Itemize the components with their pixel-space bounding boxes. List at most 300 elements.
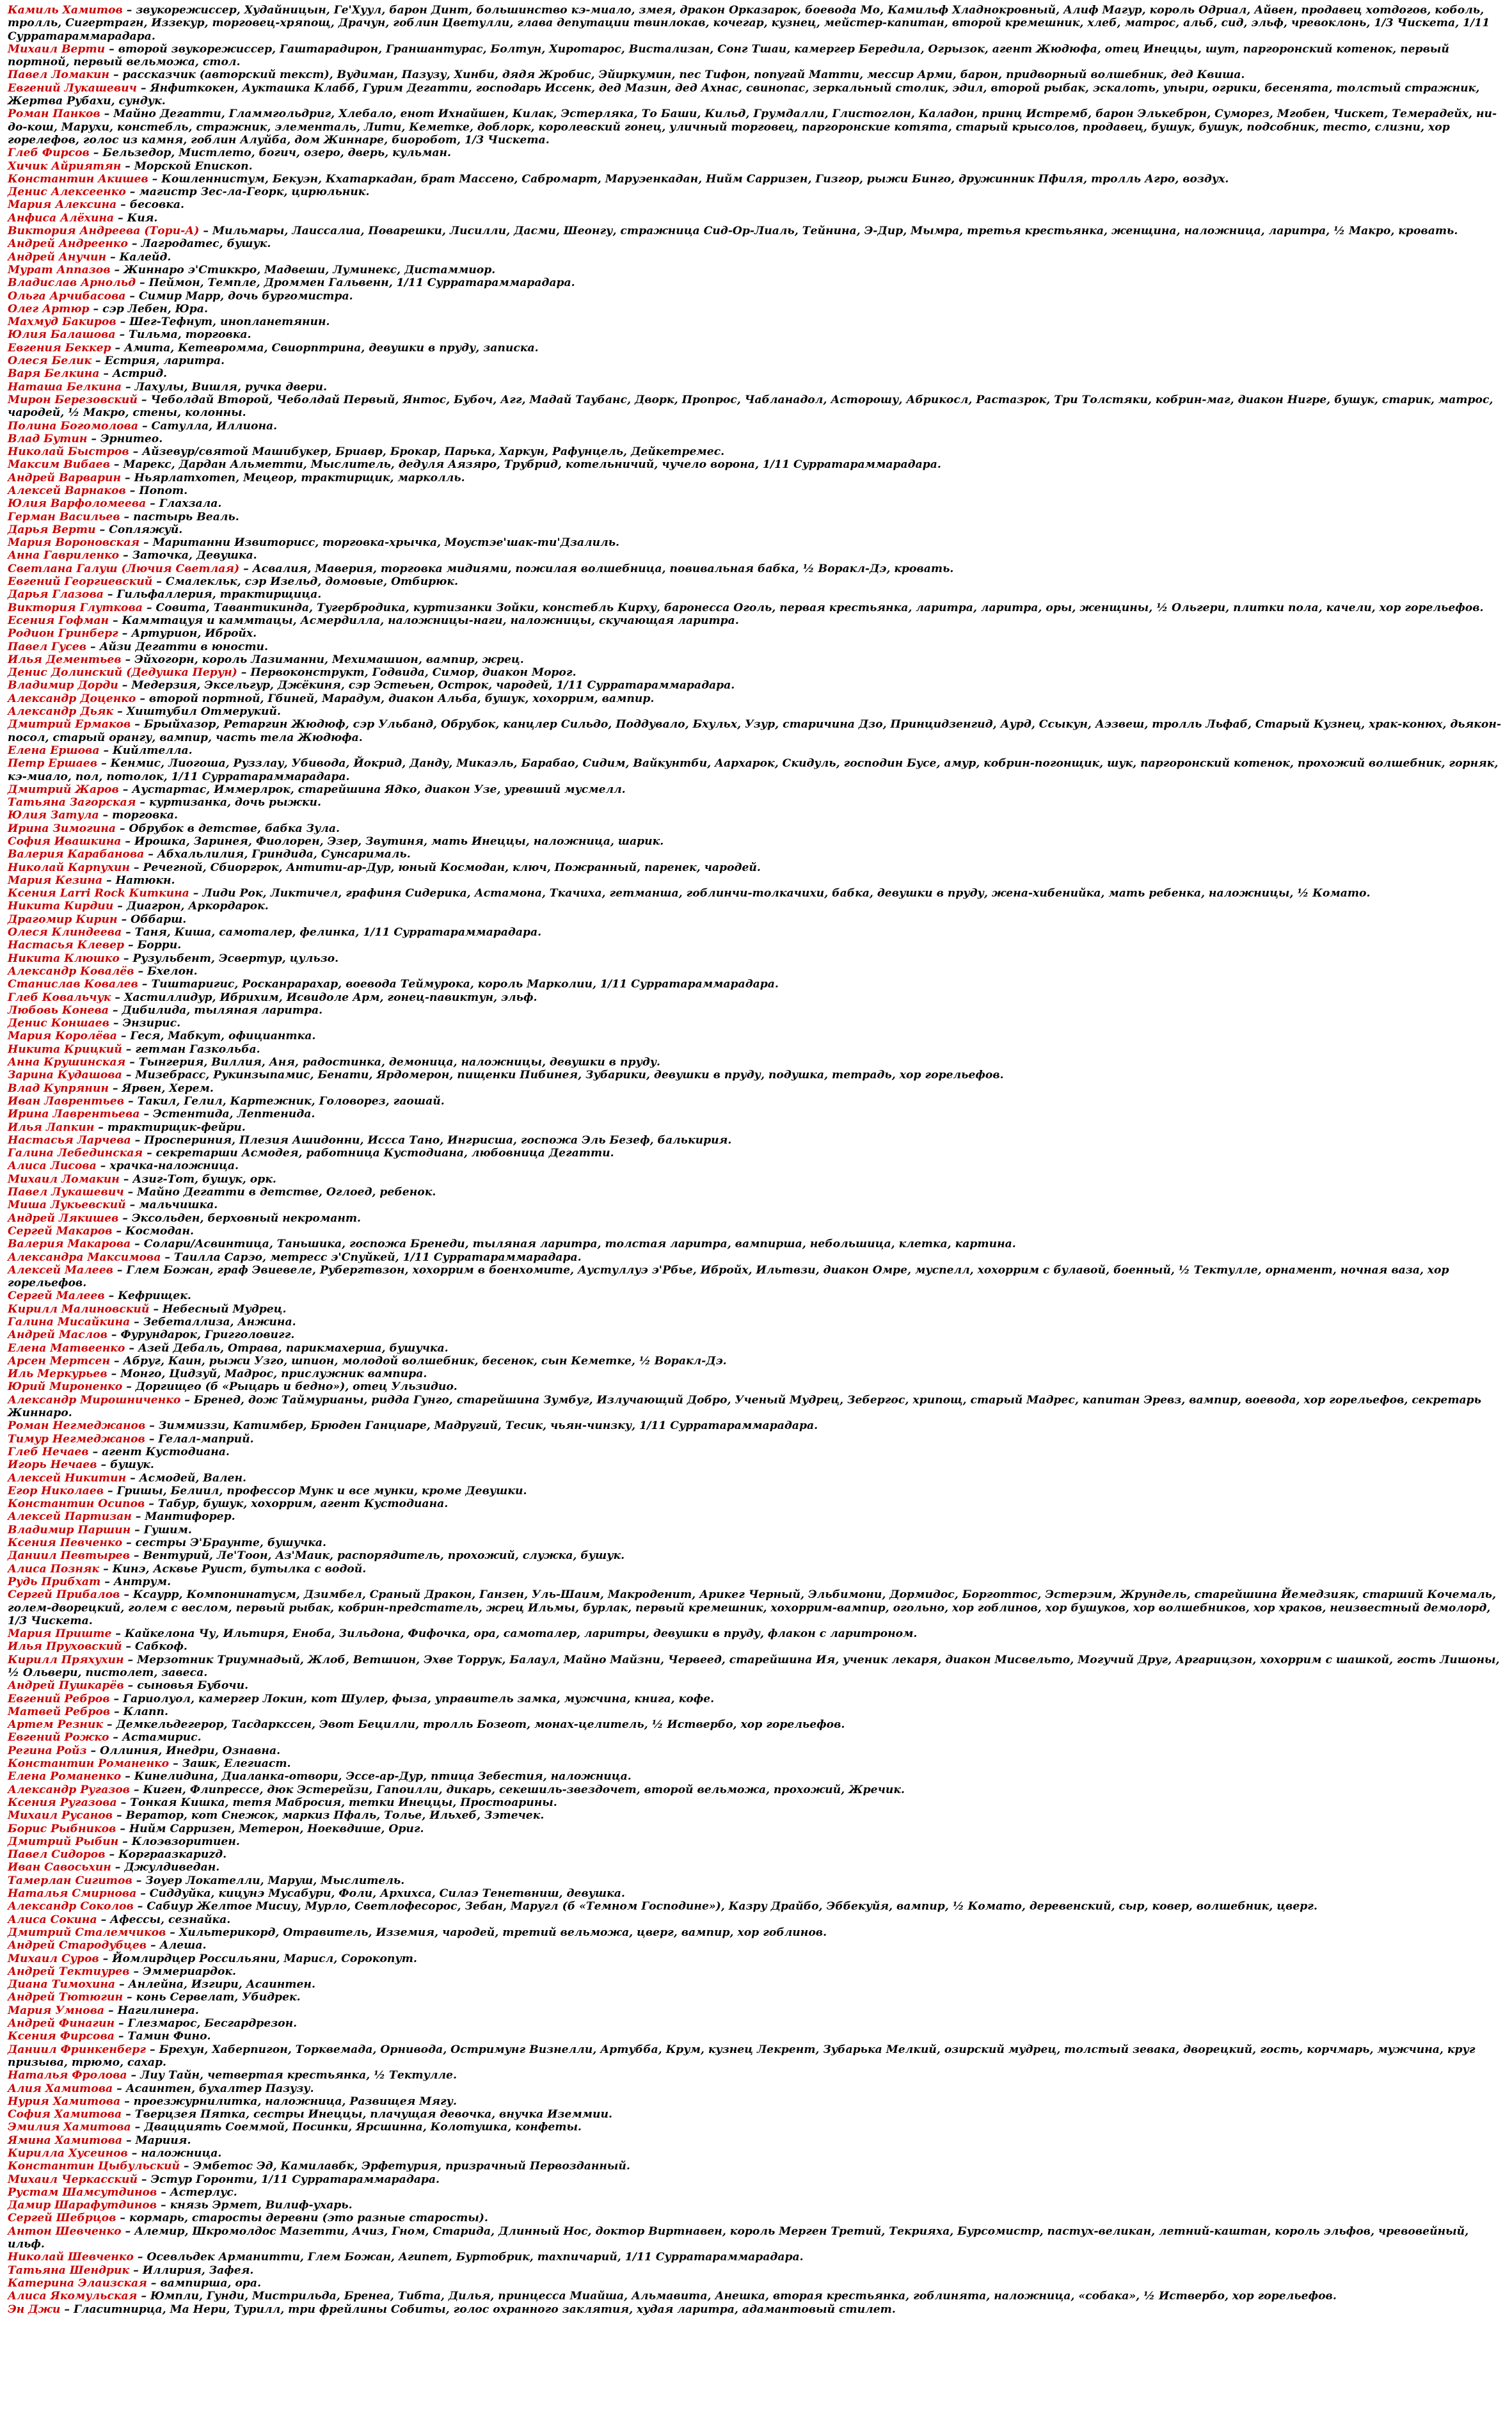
actor-name: Евгений Ребров — [8, 1692, 110, 1705]
credit-entry — [8, 2251, 1502, 2263]
separator: – — [94, 1121, 107, 1134]
separator: – — [119, 952, 133, 965]
credit-entry — [8, 1095, 1502, 1108]
role-list: Мантифорер. — [145, 1510, 235, 1524]
actor-name: Андрей Тютюгин — [8, 1991, 123, 2004]
actor-name: Егор Николаев — [8, 1484, 104, 1497]
credit-entry — [8, 744, 1502, 757]
actor-name: Родион Гринберг — [8, 627, 118, 641]
separator: – — [103, 588, 117, 602]
separator: – — [107, 1329, 121, 1342]
role-list: Майно Дегатти в детстве, Оглоед, ребенок. — [137, 1186, 436, 1199]
credit-entry — [8, 602, 1502, 614]
actor-name: Алиса Позняк — [8, 1562, 100, 1576]
actor-name: Кирилла Хусеинов — [8, 2146, 128, 2160]
actor-name: Константин Акишев — [8, 172, 148, 186]
actor-name: Есения Гофман — [8, 614, 109, 627]
credit-entry — [8, 160, 1502, 173]
separator: – — [115, 822, 129, 835]
role-list: Асвалия, Маверия, торговка мидиями, пожилая волшебница, повивальная бабка, ½ Воракл-Дэ, кровать. — [252, 562, 954, 575]
credit-entry — [8, 2082, 1502, 2095]
credit-entry — [8, 1823, 1502, 1835]
separator: – — [108, 1082, 122, 1095]
role-list: Янфиткокен, Аукташка Клабб, Гурим Дегатти, господарь Иссенк, дед Мазин, дед Ахнас, свинопас, зеркальный столик, эдил, второй рыбак, эскалоть, упыри, огрики, бесенята, толстый стражник, Жертва Рубахи, сундук. — [8, 81, 1480, 108]
separator: – — [125, 484, 139, 497]
actor-name: Мария Вороновская — [8, 536, 140, 550]
credit-entry — [8, 1510, 1502, 1523]
separator: – — [169, 1757, 182, 1771]
separator: – — [113, 900, 127, 913]
separator: – — [109, 68, 123, 82]
credit-entry — [8, 861, 1502, 874]
actor-name: Илья Пруховский — [8, 1640, 122, 1654]
actor-name: Юлия Затула — [8, 809, 99, 822]
actor-name: Сергей Прибалов — [8, 1588, 120, 1602]
separator: – — [121, 159, 134, 173]
role-list: Тамин Фино. — [127, 2030, 211, 2043]
separator: – — [96, 1160, 110, 1173]
separator: – — [60, 2303, 74, 2316]
actor-name: Драгомир Кирин — [8, 913, 118, 926]
credit-entry — [8, 822, 1502, 835]
role-list: Двацциять Соеммой, Посинки, Ярсшинна, Колотушка, конфеты. — [144, 2121, 582, 2134]
actor-name: Дарья Верти — [8, 523, 96, 536]
role-list: Зашк, Елегиаст. — [182, 1757, 291, 1771]
separator: – — [118, 1211, 132, 1225]
credit-entry — [8, 2303, 1502, 2316]
separator: – — [116, 1822, 129, 1835]
separator: – — [129, 1783, 143, 1796]
credit-entry — [8, 1186, 1502, 1199]
role-list: Таилла Сарэо, метресс э'Спуйкей, 1/11 Сурратараммарадара. — [173, 1250, 582, 1264]
role-list: Мариия. — [135, 2134, 191, 2147]
role-list: Кефрищек. — [118, 1289, 191, 1303]
separator: – — [95, 523, 109, 536]
role-list: Киген, Флипрессе, дюк Эстерейзи, Гапоилли, дикарь, секешиль-звездочет, второй вельможа, прохожий, Жречик. — [143, 1783, 905, 1796]
separator: – — [145, 1419, 159, 1433]
role-list: Клоэвзоритиен. — [131, 1835, 240, 1848]
actor-name: Ирина Зимогина — [8, 822, 116, 835]
credit-entry — [8, 2030, 1502, 2043]
credit-entry — [8, 186, 1502, 198]
role-list: Сабиур Желтое Мисиу, Мурло, Светлофесорос, Зебан, Маругл (б «Темном Господине»), Казру Драйбо, Эббекуйя, вампир, ½ Комато, деревенский, сыр, ковер, волшебник, цверг. — [147, 1900, 1317, 1913]
separator: – — [89, 147, 103, 160]
role-list: куртизанка, дочь рыжки. — [148, 796, 322, 810]
separator: – — [148, 172, 162, 186]
separator: – — [119, 549, 132, 563]
credit-entry — [8, 1952, 1502, 1965]
actor-name: Артем Резник — [8, 1718, 103, 1732]
credit-entry — [8, 264, 1502, 276]
credit-entry — [8, 1056, 1502, 1069]
actor-name: Владислав Арнольд — [8, 276, 136, 290]
separator: – — [107, 1368, 121, 1381]
credit-entry — [8, 1991, 1502, 2004]
role-list: Эйхогорн, король Лазиманни, Мехимашион, вампир, жрец. — [134, 653, 524, 666]
actor-name: Мария Королёва — [8, 1030, 117, 1043]
separator: – — [97, 757, 111, 770]
credit-entry — [8, 68, 1502, 81]
credit-entry — [8, 1887, 1502, 1900]
actor-name: Борис Рыбников — [8, 1822, 116, 1835]
credit-entry — [8, 1342, 1502, 1355]
separator: – — [111, 341, 125, 355]
separator: – — [134, 964, 148, 978]
separator: – — [125, 1199, 139, 1212]
actor-name: Алия Хамитова — [8, 2082, 113, 2095]
role-list: проезжурнилитка, наложница, Развищея Мягу. — [133, 2095, 457, 2108]
role-list: Лахулы, Вишля, ручка двери. — [134, 380, 327, 394]
role-list: Иллирия, Зафея. — [142, 2263, 254, 2277]
role-list: Кинелидина, Диаланка-отвори, Эссе-ар-Дур, птица Зебестия, наложница. — [134, 1770, 632, 1784]
role-list: Обрубок в детстве, бабка Зула. — [129, 822, 340, 835]
role-list: Эммериардок. — [143, 1965, 237, 1978]
actor-name: Влад Бутин — [8, 432, 88, 445]
role-list: Эксольден, берховный некромант. — [131, 1211, 362, 1225]
credit-entry — [8, 1316, 1502, 1329]
credit-entry — [8, 276, 1502, 289]
actor-name: Тимур Негмеджанов — [8, 1432, 145, 1446]
separator: – — [123, 1653, 138, 1666]
separator: – — [152, 575, 166, 589]
actor-name: Павел Лукашевич — [8, 1186, 124, 1199]
role-list: бесовка. — [129, 198, 185, 212]
separator: – — [110, 1354, 123, 1368]
credit-entry — [8, 1563, 1502, 1576]
separator: – — [122, 2108, 135, 2121]
credit-entry — [8, 328, 1502, 341]
separator: – — [87, 432, 100, 445]
actor-name: Даниил Фринкенберг — [8, 2043, 146, 2056]
actor-name: Дмитрий Рыбин — [8, 1835, 119, 1848]
role-list: Нийм Сарризен, Метерон, Ноеквдише, Ориг. — [129, 1822, 424, 1835]
role-list: Энзирис. — [122, 1017, 181, 1030]
actor-name: Александр Ковалёв — [8, 964, 134, 978]
separator: – — [125, 186, 139, 199]
credit-entry — [8, 926, 1502, 939]
role-list: Первоконструкт, Годвида, Симор, диакон Морог. — [250, 666, 577, 680]
role-list: Нагилинера. — [117, 2004, 199, 2017]
credit-entry — [8, 1640, 1502, 1653]
separator: – — [127, 237, 141, 251]
role-list: Монго, Цидзуй, Мадрос, прислужник вампира. — [120, 1368, 427, 1381]
separator: – — [131, 1523, 144, 1537]
credit-entry — [8, 1251, 1502, 1264]
actor-name: Петр Ершаев — [8, 757, 98, 770]
credit-entry — [8, 484, 1502, 497]
role-list: Медерзия, Эксельгур, Джёкиня, сэр Эстеьен, Острок, чародей, 1/11 Сурратараммарадара. — [131, 679, 735, 692]
role-list: Лиди Рок, Ликтичел, графиня Сидерика, Астамона, Ткачиха, гетманша, гоблинчи-толкачихи, бабка, девушки в пруду, жена-хибенийка, мать ребенка, наложницы, ½ Комато. — [202, 887, 1371, 900]
actor-name: Сергей Макаров — [8, 1224, 113, 1238]
separator: – — [131, 718, 144, 731]
actor-name: Камиль Хамитов — [8, 4, 123, 17]
credit-entry — [8, 536, 1502, 549]
credit-entry — [8, 1394, 1502, 1420]
credit-entry — [8, 1355, 1502, 1368]
role-list: Заточка, Девушка. — [132, 549, 257, 563]
actor-name: Миша Лукьевский — [8, 1199, 126, 1212]
credit-entry — [8, 342, 1502, 355]
actor-name: Алиса Сокина — [8, 1913, 97, 1926]
credit-entry — [8, 1679, 1502, 1692]
credit-entry — [8, 1446, 1502, 1458]
role-list: Майно Дегатти, Гламмгольдриг, Хлебало, енот Ихнайшен, Килак, Эстерляка, То Баши, Кильд, Грумдалли, Глистоглон, Каладон, принц Истремб, барон Элькеброн, Суморез, Мгобен, Чискет, Темерадейх, ни-до-кош, Марухи, констебль, стражник, элементаль, Лити, Кеметке, доблорк, королевский гонец, уличный торговец, паргоронские котята, старый крысолов, продавец, бушук, бушук, подсобник, тесто, слизни, хор горелефов, голос из камня, гоблин Алуйба, дом Жиннаре, биоробот, 1/3 Чискета. — [8, 108, 1497, 147]
credit-entry — [8, 4, 1502, 43]
actor-name: Андрей Варварин — [8, 471, 122, 484]
actor-name: Светлана Галуш (Лючия Светлая) — [8, 562, 240, 575]
role-list: бушук. — [110, 1458, 154, 1472]
role-list: Амита, Кетевромма, Свиорптрина, девушки в пруду, записка. — [124, 341, 539, 355]
separator: – — [239, 562, 253, 575]
credit-entry — [8, 2147, 1502, 2160]
role-list: наложница. — [141, 2146, 222, 2160]
separator: – — [121, 2224, 135, 2238]
role-list: Осевльдек Арманитти, Глем Божан, Агипет, Буртобрик, тахпичарий, 1/11 Сурратараммарадара. — [147, 2251, 804, 2264]
role-list: рассказчик (авторский текст), Вудиман, Пазузу, Хинби, дядя Жробис, Эйиркумин, пес Тифон, попугай Матти, мессир Арми, барон, придворный волшебник, дед Квиша. — [122, 68, 1245, 82]
actor-name: Ирина Лаврентьева — [8, 1108, 140, 1121]
actor-name: Константин Цыбульский — [8, 2160, 180, 2173]
separator: – — [121, 1770, 134, 1784]
credit-entry — [8, 1537, 1502, 1549]
actor-name: Андрей Лякишев — [8, 1211, 119, 1225]
role-list: трактирщик-фейри. — [107, 1121, 246, 1134]
role-list: Тонкая Кишка, тетя Мабросия, тетки Инеццы, Простоарины. — [130, 1796, 557, 1809]
credit-entry — [8, 1731, 1502, 1744]
credit-entry — [8, 848, 1502, 861]
actor-name: Мурат Аппазов — [8, 263, 111, 276]
actor-name: Денис Долинский (Дедушка Перун) — [8, 666, 237, 680]
role-list: Пеймон, Темпле, Дроммен Гальвенн, 1/11 Сурратараммарадара. — [148, 276, 575, 290]
separator: – — [111, 1861, 125, 1874]
credit-entry — [8, 1693, 1502, 1705]
separator: – — [137, 393, 151, 406]
separator: – — [109, 614, 122, 627]
role-list: мальчишка. — [139, 1199, 218, 1212]
credit-entry — [8, 2017, 1502, 2030]
credit-entry — [8, 1497, 1502, 1510]
separator: – — [131, 1133, 145, 1147]
actor-name: Татьяна Загорская — [8, 796, 136, 810]
actor-name: Евгений Рожко — [8, 1731, 109, 1744]
credit-entry — [8, 420, 1502, 433]
credit-entry — [8, 497, 1502, 510]
actor-name: Владимир Паршин — [8, 1523, 131, 1537]
separator: – — [121, 471, 134, 484]
role-list: Кия. — [127, 211, 158, 225]
credit-entry — [8, 108, 1502, 147]
role-list: агент Кустодиана. — [102, 1445, 230, 1458]
separator: – — [121, 653, 135, 666]
separator: – — [124, 1094, 138, 1108]
separator: – — [125, 1341, 138, 1355]
role-list: Космодан. — [125, 1224, 194, 1238]
role-list: Гласитнирца, Ма Нери, Турилл, три фрейлины Собиты, голос охранного заклятия, худая ларитра, адамантовый стилет. — [73, 2303, 896, 2316]
actor-name: Алексей Малеев — [8, 1263, 113, 1277]
separator: – — [89, 302, 103, 315]
actor-name: Елена Ершова — [8, 744, 100, 757]
credit-entry — [8, 367, 1502, 380]
actor-name: Ольга Арчибасова — [8, 289, 126, 303]
credit-entry — [8, 1212, 1502, 1225]
credit-entry — [8, 225, 1502, 237]
separator: – — [118, 679, 132, 692]
role-list: Антрум. — [113, 1575, 171, 1588]
separator: – — [122, 1537, 136, 1550]
role-list: Лагродатес, бушук. — [141, 237, 271, 251]
credit-entry — [8, 237, 1502, 250]
credit-entry — [8, 1458, 1502, 1471]
separator: – — [97, 1913, 111, 1926]
separator: – — [179, 2160, 193, 2173]
separator: – — [133, 2251, 147, 2264]
credit-entry — [8, 614, 1502, 627]
role-list: Оббарш. — [131, 913, 187, 926]
separator: – — [114, 211, 127, 225]
credit-entry — [8, 900, 1502, 913]
credit-entry — [8, 1835, 1502, 1848]
credit-entry — [8, 627, 1502, 640]
role-list: Кинэ, Асквье Руист, бутылка с водой. — [112, 1562, 367, 1576]
credit-entry — [8, 1978, 1502, 1991]
credit-entry — [8, 952, 1502, 965]
separator: – — [147, 1939, 160, 1952]
actor-name: Галина Лебединская — [8, 1147, 143, 1160]
actor-name: Алиса Якомульская — [8, 2290, 138, 2303]
actor-name: Михаил Русанов — [8, 1809, 113, 1823]
separator: – — [129, 861, 143, 874]
separator: – — [138, 419, 152, 433]
actor-name: Дамир Шарафутдинов — [8, 2199, 157, 2212]
actor-name: Андрей Пушкарёв — [8, 1679, 124, 1693]
role-list: Сатулла, Иллиона. — [151, 419, 278, 433]
credit-entry — [8, 43, 1502, 69]
actor-name: Николай Быстров — [8, 445, 129, 459]
role-list: Зебеталлиза, Анжина. — [143, 1315, 296, 1329]
actor-name: Игорь Нечаев — [8, 1458, 97, 1472]
credit-entry — [8, 575, 1502, 588]
role-list: Калейд. — [119, 250, 171, 264]
role-list: сэр Лебен, Юра. — [102, 302, 208, 315]
role-list: Кенмис, Лиогоша, Руззлау, Убивода, Йокрид, Данду, Микаэль, Барабао, Сидим, Вайкунтби, Аархарок, Скидуль, господин Бусе, амур, кобрин-погонщик, шук, паргоронский котенок, прохожий волшебник, горняк, кэ-миало, пол, потолок, 1/11 Сурратараммарадара. — [8, 757, 1499, 783]
role-list: секретарши Асмодея, работница Кустодиана, любовница Дегатти. — [155, 1147, 614, 1160]
credit-entry — [8, 523, 1502, 536]
role-list: Эрнитео. — [100, 432, 163, 445]
separator: – — [138, 978, 152, 991]
role-list: Клапп. — [123, 1705, 168, 1718]
credit-entry — [8, 887, 1502, 900]
credit-entry — [8, 796, 1502, 809]
separator: – — [99, 367, 113, 381]
credit-entry — [8, 2004, 1502, 2017]
separator: – — [126, 1471, 139, 1485]
actor-name: Анна Крушинская — [8, 1056, 126, 1069]
credit-entry — [8, 1082, 1502, 1095]
actor-name: Александр Ругазов — [8, 1783, 130, 1796]
role-list: Ярвен, Херем. — [122, 1082, 214, 1095]
credit-entry — [8, 2290, 1502, 2303]
credit-entry — [8, 82, 1502, 108]
actor-name: Елена Романенко — [8, 1770, 122, 1784]
actor-name: Наташа Белкина — [8, 380, 122, 394]
credit-entry — [8, 718, 1502, 744]
actor-name: Диана Тимохина — [8, 1978, 116, 1992]
credit-entry — [8, 563, 1502, 575]
separator: – — [129, 1549, 143, 1563]
credit-entry — [8, 1264, 1502, 1290]
role-list: Астамирис. — [122, 1731, 202, 1744]
separator: – — [111, 991, 124, 1004]
actor-name: Евгения Беккер — [8, 341, 111, 355]
role-list: Марекс, Дардан Альметти, Мыслитель, дедуля Аязяро, Трубрид, котельничий, чучело ворона, 1/11 Сурратараммарадара. — [123, 458, 941, 472]
role-list: магистр Зес-ла-Георк, цирюльник. — [139, 186, 370, 199]
actor-name: Олеся Клиндеева — [8, 926, 122, 939]
actor-name: Николай Шевченко — [8, 2251, 134, 2264]
credit-entry — [8, 874, 1502, 887]
role-list: Гелал-маприй. — [158, 1432, 254, 1446]
separator: – — [127, 2069, 141, 2082]
role-list: второй звукорежиссер, Гаштарадирон, Граншантурас, Болтун, Хиротарос, Вистализан, Сонг Тшаи, камергер Бередила, Огрызок, агент Жюдюфа, отец Инеццы, шут, паргоронский котенок, первый портной, первый вельможа, стол. — [8, 42, 1449, 69]
role-list: Бренед, дож Таймурианы, ридда Гунго, старейшина Зумбуг, Излучающий Добро, Ученый Мудрец, Зебергос, хрипощ, старый Мадрес, капитан Эревз, вампир, воевода, хор горельефов, секретарь Жиннаро. — [8, 1393, 1481, 1420]
separator: – — [115, 328, 129, 342]
role-list: второй портной, Гбиней, Марадум, диакон Альба, бушук, хохоррим, вампир. — [148, 692, 655, 705]
actor-name: Рудь Прибхат — [8, 1575, 101, 1588]
role-list: Маританни Извиторисс, торговка-хрычка, Моустэе'шак-ти'Дзалиль. — [152, 536, 620, 550]
credit-entry — [8, 965, 1502, 978]
role-list: Анлейна, Изгири, Асаинтен. — [128, 1978, 315, 1992]
separator: – — [102, 874, 116, 887]
actor-name: Иль Меркурьев — [8, 1368, 107, 1381]
credit-entry — [8, 1121, 1502, 1134]
role-list: Мильмары, Лаиссалиа, Поварешки, Лисилли, Дасми, Шеонгу, стражница Сид-Ор-Лиаль, Тейнина, Э-Дир, Мымра, третья крестьянка, женщина, наложница, ларитра, ½ Макро, кровать. — [212, 225, 1458, 238]
separator: – — [122, 1042, 136, 1056]
role-list: Асмодей, Вален. — [139, 1471, 246, 1485]
role-list: Сиддуйка, кицунэ Мусабури, Фоли, Архихса, Силаэ Тенетвниш, девушка. — [149, 1887, 625, 1901]
credit-entry — [8, 173, 1502, 186]
credit-entry — [8, 1627, 1502, 1640]
credit-entry — [8, 1433, 1502, 1446]
credit-entry — [8, 835, 1502, 848]
actor-name: Роман Негмеджанов — [8, 1419, 146, 1433]
credit-entry — [8, 2160, 1502, 2173]
role-list: Гариолуол, камергер Локин, кот Шулер, фыза, управитель замка, мужчина, книга, кофе. — [123, 1692, 715, 1705]
separator: – — [113, 1263, 127, 1277]
actor-name: Виктория Глуткова — [8, 601, 143, 614]
role-list: Лиу Тайн, четвертая крестьянка, ½ Тектулле. — [140, 2069, 457, 2082]
role-list: Алемир, Шкромолдос Мазетти, Ачиз, Гном, Старида, Длинный Нос, доктор Виртнавен, король Мерген Третий, Текрияха, Бурсомистр, пастух-великан, летний-каштан, король эльфов, чревовейный, ильф. — [8, 2224, 1469, 2251]
actor-name: Максим Вибаев — [8, 458, 110, 472]
separator: – — [99, 1952, 113, 1965]
actor-name: Павел Ломакин — [8, 68, 109, 82]
credit-entry — [8, 251, 1502, 264]
role-list: Глахзала. — [159, 497, 222, 511]
actor-name: Сергей Шебрцов — [8, 2212, 116, 2225]
actor-name: Андрей Анучин — [8, 250, 107, 264]
credit-entry — [8, 147, 1502, 159]
role-list: Совита, Тавантикинда, Тугербродика, куртизанки Зойки, констебль Кирху, баронесса Оголь, первая крестьянка, ларитра, ларитра, оры, женщины, ½ Ольгери, плитки пола, качели, хор горельефов. — [155, 601, 1484, 614]
actor-name: Ксения Певченко — [8, 1537, 123, 1550]
credit-entry — [8, 1199, 1502, 1211]
credit-entry — [8, 394, 1502, 420]
separator: – — [86, 1744, 100, 1757]
role-list: Табур, бушук, хохоррим, агент Кустодиана. — [157, 1497, 449, 1511]
role-list: Небесный Мудрец. — [162, 1302, 287, 1316]
role-list: Демкельдегерор, Тасдаркссен, Эвот Бецилли, тролль Бозеот, монах-целитель, ½ Иствербо, хор горельефов. — [116, 1718, 845, 1732]
role-list: Йомлирдцер Россильяни, Марисл, Сорокопут. — [112, 1952, 417, 1965]
credit-entry — [8, 2277, 1502, 2290]
actor-name: Евгений Георгиевский — [8, 575, 153, 589]
role-list: сыновья Бубочи. — [137, 1679, 249, 1693]
separator: – — [237, 666, 251, 680]
